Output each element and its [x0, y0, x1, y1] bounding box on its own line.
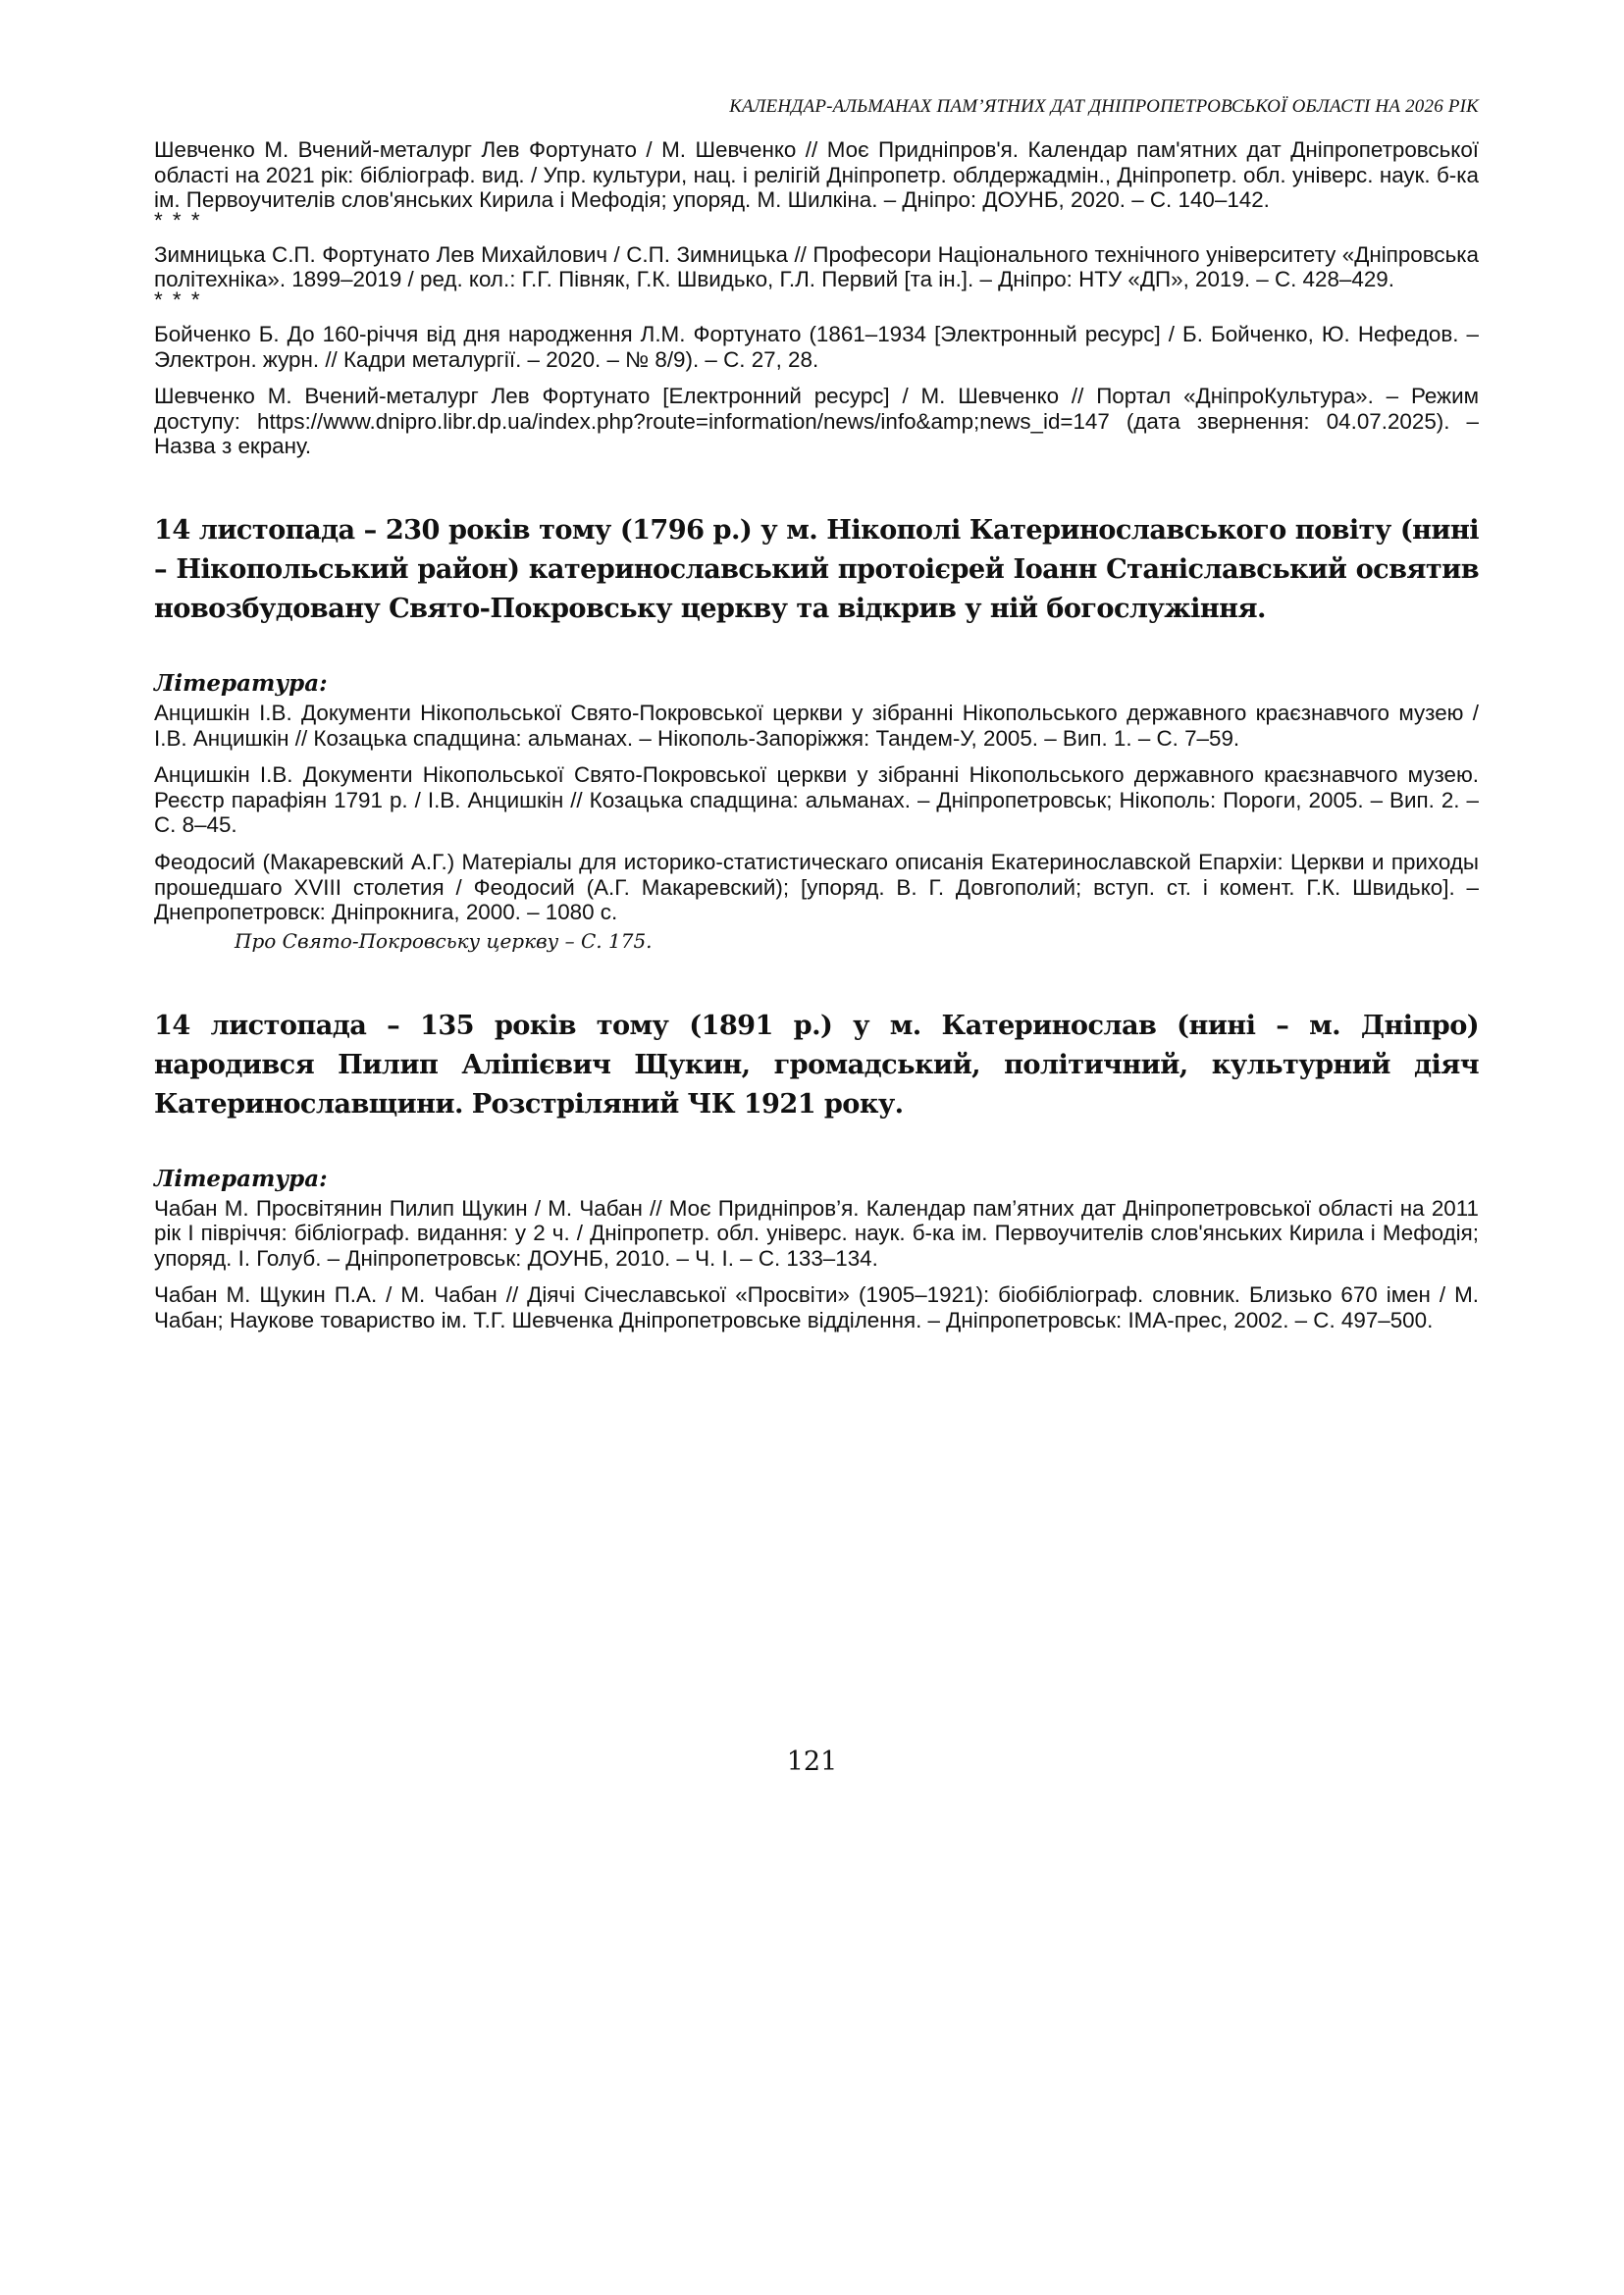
reference-entry: Бойченко Б. До 160-річчя від дня народження Л.М. Фортунато (1861–1934 [Электронный ресурс] / Б. Бойченко, Ю. Нефедов. – Электрон. журн. // Кадри металургії. – 2020. – № 8/9). – С. 27, 28.: [154, 321, 1479, 372]
event-title: 14 листопада – 230 років тому (1796 р.) у м. Нікополі Катеринославського повіту (нині – Нікопольський район) катеринославський протоієрей Іоанн Станіславський освятив новозбудовану Свято-Покровську церкву та відкрив у ній богослужіння.: [154, 513, 1479, 624]
reference-note: Про Свято-Покровську церкву – С. 175.: [235, 928, 653, 953]
reference-entry: Феодосий (Макаревский А.Г.) Матеріалы для историко-статистическаго описанія Екатеринославской Епархіи: Церкви и приходы прошедшаго XVIII столетия / Феодосий (А.Г. Макаревский); [упоряд. В. Г. Довгополий; вступ. ст. і комент. Г.К. Швидько]. – Днепропетровск: Дніпрокнига, 2000. – 1080 с.: [154, 849, 1479, 925]
reference-entry: Анцишкін І.В. Документи Нікопольської Свято-Покровської церкви у зібранні Нікопольського державного краєзнавчого музею / І.В. Анцишкін // Козацька спадщина: альманах. – Нікополь-Запоріжжя: Тандем-У, 2005. – Вип. 1. – С. 7–59.: [154, 700, 1479, 751]
section-separator: * * *: [154, 207, 202, 233]
reference-entry: Шевченко М. Вчений-металург Лев Фортунато / М. Шевченко // Моє Придніпров'я. Календар пам'ятних дат Дніпропетровської області на 2021 рік: бібліограф. вид. / Упр. культури, нац. і релігій Дніпропетр. облдержадмін., Дніпропетр. обл. універс. наук. б-ка ім. Первоучителів слов'янських Кирила і Мефодія; упоряд. М. Шилкіна. – Дніпро: ДОУНБ, 2020. – С. 140–142.: [154, 137, 1479, 213]
event-title: 14 листопада – 135 років тому (1891 р.) у м. Катеринослав (нині – м. Дніпро) народився Пилип Аліпієвич Щукин, громадський, політичний, культурний діяч Катеринославщини. Розстріляний ЧК 1921 року.: [154, 1009, 1479, 1120]
running-header: КАЛЕНДАР-АЛЬМАНАХ ПАМ’ЯТНИХ ДАТ ДНІПРОПЕТРОВСЬКОЇ ОБЛАСТІ НА 2026 РІК: [729, 96, 1479, 117]
page-content: [154, 137, 1479, 1345]
reference-entry: Чабан М. Просвітянин Пилип Щукин / М. Чабан // Моє Придніпров’я. Календар пам’ятних дат Дніпропетровської області на 2011 рік І півріччя: бібліограф. видання: у 2 ч. / Дніпропетр. обл. універс. наук. б-ка ім. Первоучителів слов'янських Кирила і Мефодія; упоряд. І. Голуб. – Дніпропетровськ: ДОУНБ, 2010. – Ч. І. – С. 133–134.: [154, 1195, 1479, 1271]
event-section-church: [154, 510, 1479, 955]
section-separator: * * *: [154, 287, 202, 312]
reference-entry: Зимницька С.П. Фортунато Лев Михайлович / С.П. Зимницька // Професори Національного технічного університету «Дніпровська політехніка». 1899–2019 / ред. кол.: Г.Г. Півняк, Г.К. Швидько, Г.Л. Первий [та ін.]. – Дніпро: НТУ «ДП», 2019. – С. 428–429.: [154, 241, 1479, 292]
literature-heading: Література:: [154, 669, 328, 697]
event-section-shchukin: [154, 1006, 1479, 1333]
reference-entry: Анцишкін І.В. Документи Нікопольської Свято-Покровської церкви у зібранні Нікопольського державного краєзнавчого музею. Реєстр парафіян 1791 р. / І.В. Анцишкін // Козацька спадщина: альманах. – Дніпропетровськ; Нікополь: Пороги, 2005. – Вип. 2. – С. 8–45.: [154, 762, 1479, 838]
reference-entry: Чабан М. Щукин П.А. / М. Чабан // Діячі Січеславської «Просвіти» (1905–1921): біобібліограф. словник. Близько 670 імен / М. Чабан; Наукове товариство ім. Т.Г. Шевченка Дніпропетровське відділення. – Дніпропетровськ: ІМА-прес, 2002. – С. 497–500.: [154, 1282, 1479, 1333]
reference-entry: Шевченко М. Вчений-металург Лев Фортунато [Електронний ресурс] / М. Шевченко // Портал «ДніпроКультура». – Режим доступу: https://www.dnipro.libr.dp.ua/index.php?route=information/news/info&amp;news_id=147 (дата звернення: 04.07.2025). – Назва з екрану.: [154, 384, 1479, 459]
page-number: 121: [786, 1747, 838, 1777]
literature-heading: Література:: [154, 1165, 328, 1192]
